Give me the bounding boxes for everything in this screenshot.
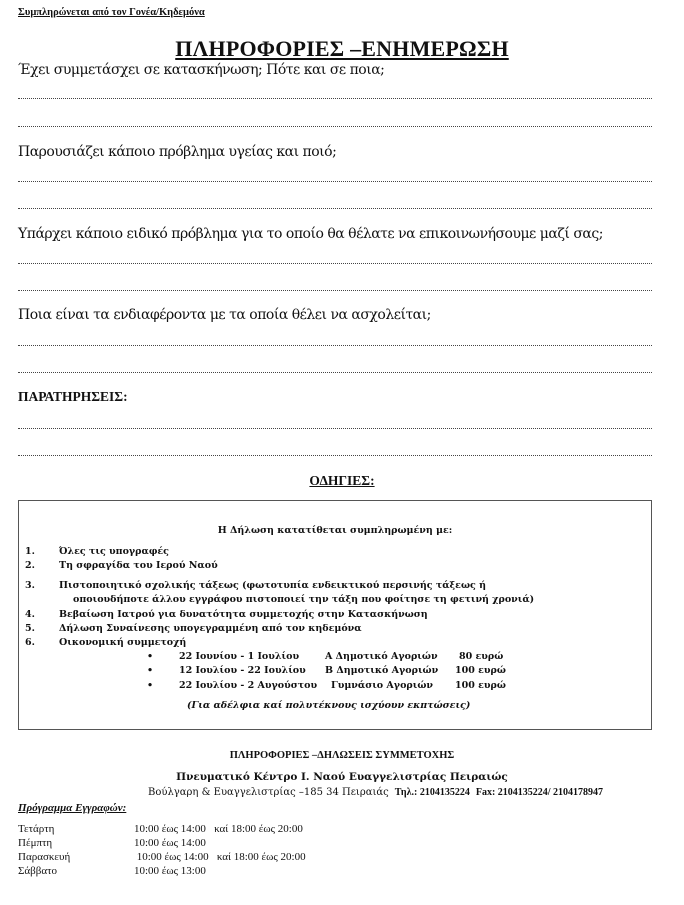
schedule-day: Σάββατο xyxy=(18,865,58,877)
list-item-number: 6. xyxy=(25,637,35,648)
discount-note: (Για αδέλφια καί πολυτέκνους ισχύουν εκπτώσεις) xyxy=(187,700,471,711)
fax-number: Fax: 2104135224/ 2104178947 xyxy=(475,787,604,798)
list-item: Οικονομική συμμετοχή xyxy=(59,637,187,648)
answer-line[interactable] xyxy=(18,345,652,346)
fee-price: 100 ευρώ xyxy=(455,680,506,691)
schedule-hours: 10:00 έως 14:00 xyxy=(134,837,206,849)
answer-line[interactable] xyxy=(18,98,652,99)
fee-group: Β Δημοτικό Αγοριών xyxy=(325,665,439,676)
list-item: Όλες τις υπογραφές xyxy=(59,546,169,557)
schedule-title: Πρόγραμμα Εγγραφών: xyxy=(18,802,127,814)
schedule-hours: 10:00 έως 13:00 xyxy=(134,865,206,877)
address: Βούλγαρη & Ευαγγελιστρίας –185 34 Πειραιάς xyxy=(148,787,389,798)
bullet-icon: • xyxy=(147,651,154,662)
fee-group: Α Δημοτικό Αγοριών xyxy=(325,651,438,662)
instructions-box xyxy=(18,500,652,730)
bullet-icon: • xyxy=(147,680,154,691)
schedule-day: Πέμπτη xyxy=(18,837,53,849)
fee-dates: 12 Ιουλίου - 22 Ιουλίου xyxy=(179,665,306,676)
schedule-day: Παρασκευή xyxy=(18,851,71,863)
phone-number: Τηλ.: 2104135224 xyxy=(394,787,470,798)
list-item-number: 4. xyxy=(25,609,35,620)
question-interests: Ποια είναι τα ενδιαφέροντα με τα οποία θέλει να ασχολείται; xyxy=(18,307,431,323)
list-item: Πιστοποιητικό σχολικής τάξεως (φωτοτυπία ενδεικτικού περσινής τάξεως ή xyxy=(59,580,486,591)
list-item-continuation: οποιουδήποτε άλλου εγγράφου πιστοποιεί την τάξη που φοίτησε τη φετινή χρονιά) xyxy=(73,594,535,605)
list-item: Τη σφραγίδα του Ιερού Ναού xyxy=(59,560,218,571)
remarks-label: ΠΑΡΑΤΗΡΗΣΕΙΣ: xyxy=(18,389,128,404)
list-item: Δήλωση Συναίνεσης υπογεγραμμένη από τον κηδεμόνα xyxy=(59,623,362,634)
list-item-number: 2. xyxy=(25,560,35,571)
fee-dates: 22 Ιουλίου - 2 Αυγούστου xyxy=(179,680,318,691)
footer-title: ΠΛΗΡΟΦΟΡΙΕΣ –ΔΗΛΩΣΕΙΣ ΣΥΜΜΕΤΟΧΗΣ xyxy=(229,750,455,761)
list-item: Βεβαίωση Ιατρού για δυνατότητα συμμετοχής στην Κατασκήνωση xyxy=(59,609,428,620)
schedule-hours: 10:00 έως 14:00 καί 18:00 έως 20:00 xyxy=(134,823,303,835)
fee-price: 100 ευρώ xyxy=(455,665,506,676)
organization-name: Πνευματικό Κέντρο Ι. Ναού Ευαγγελιστρίας Πειραιώς xyxy=(176,771,508,783)
list-item-number: 5. xyxy=(25,623,35,634)
instructions-title: ΟΔΗΓΙΕΣ: xyxy=(309,473,375,488)
fee-price: 80 ευρώ xyxy=(459,651,504,662)
list-item-number: 1. xyxy=(25,546,35,557)
answer-line[interactable] xyxy=(18,290,652,291)
page-title: ΠΛΗΡΟΦΟΡΙΕΣ –ΕΝΗΜΕΡΩΣΗ xyxy=(175,36,509,61)
question-health-problem: Παρουσιάζει κάποιο πρόβλημα υγείας και ποιό; xyxy=(18,144,337,160)
filled-by-parent-note: Συμπληρώνεται από τον Γονέα/Κηδεμόνα xyxy=(18,7,205,18)
answer-line[interactable] xyxy=(18,428,652,429)
contact-info xyxy=(148,787,603,798)
answer-line[interactable] xyxy=(18,263,652,264)
schedule-hours: 10:00 έως 14:00 καί 18:00 έως 20:00 xyxy=(134,851,306,863)
instructions-intro: Η Δήλωση κατατίθεται συμπληρωμένη με: xyxy=(217,525,453,536)
answer-line[interactable] xyxy=(18,126,652,127)
answer-line[interactable] xyxy=(18,455,652,456)
list-item-number: 3. xyxy=(25,580,35,591)
answer-line[interactable] xyxy=(18,181,652,182)
bullet-icon: • xyxy=(147,665,154,676)
fee-group: Γυμνάσιο Αγοριών xyxy=(331,680,433,691)
answer-line[interactable] xyxy=(18,208,652,209)
answer-line[interactable] xyxy=(18,372,652,373)
question-camp-participation: Έχει συμμετάσχει σε κατασκήνωση; Πότε και σε ποια; xyxy=(18,62,385,78)
question-special-problem: Υπάρχει κάποιο ειδικό πρόβλημα για το οποίο θα θέλατε να επικοινωνήσουμε μαζί σας; xyxy=(18,226,603,242)
schedule-day: Τετάρτη xyxy=(18,823,55,835)
fee-dates: 22 Ιουνίου - 1 Ιουλίου xyxy=(179,651,300,662)
